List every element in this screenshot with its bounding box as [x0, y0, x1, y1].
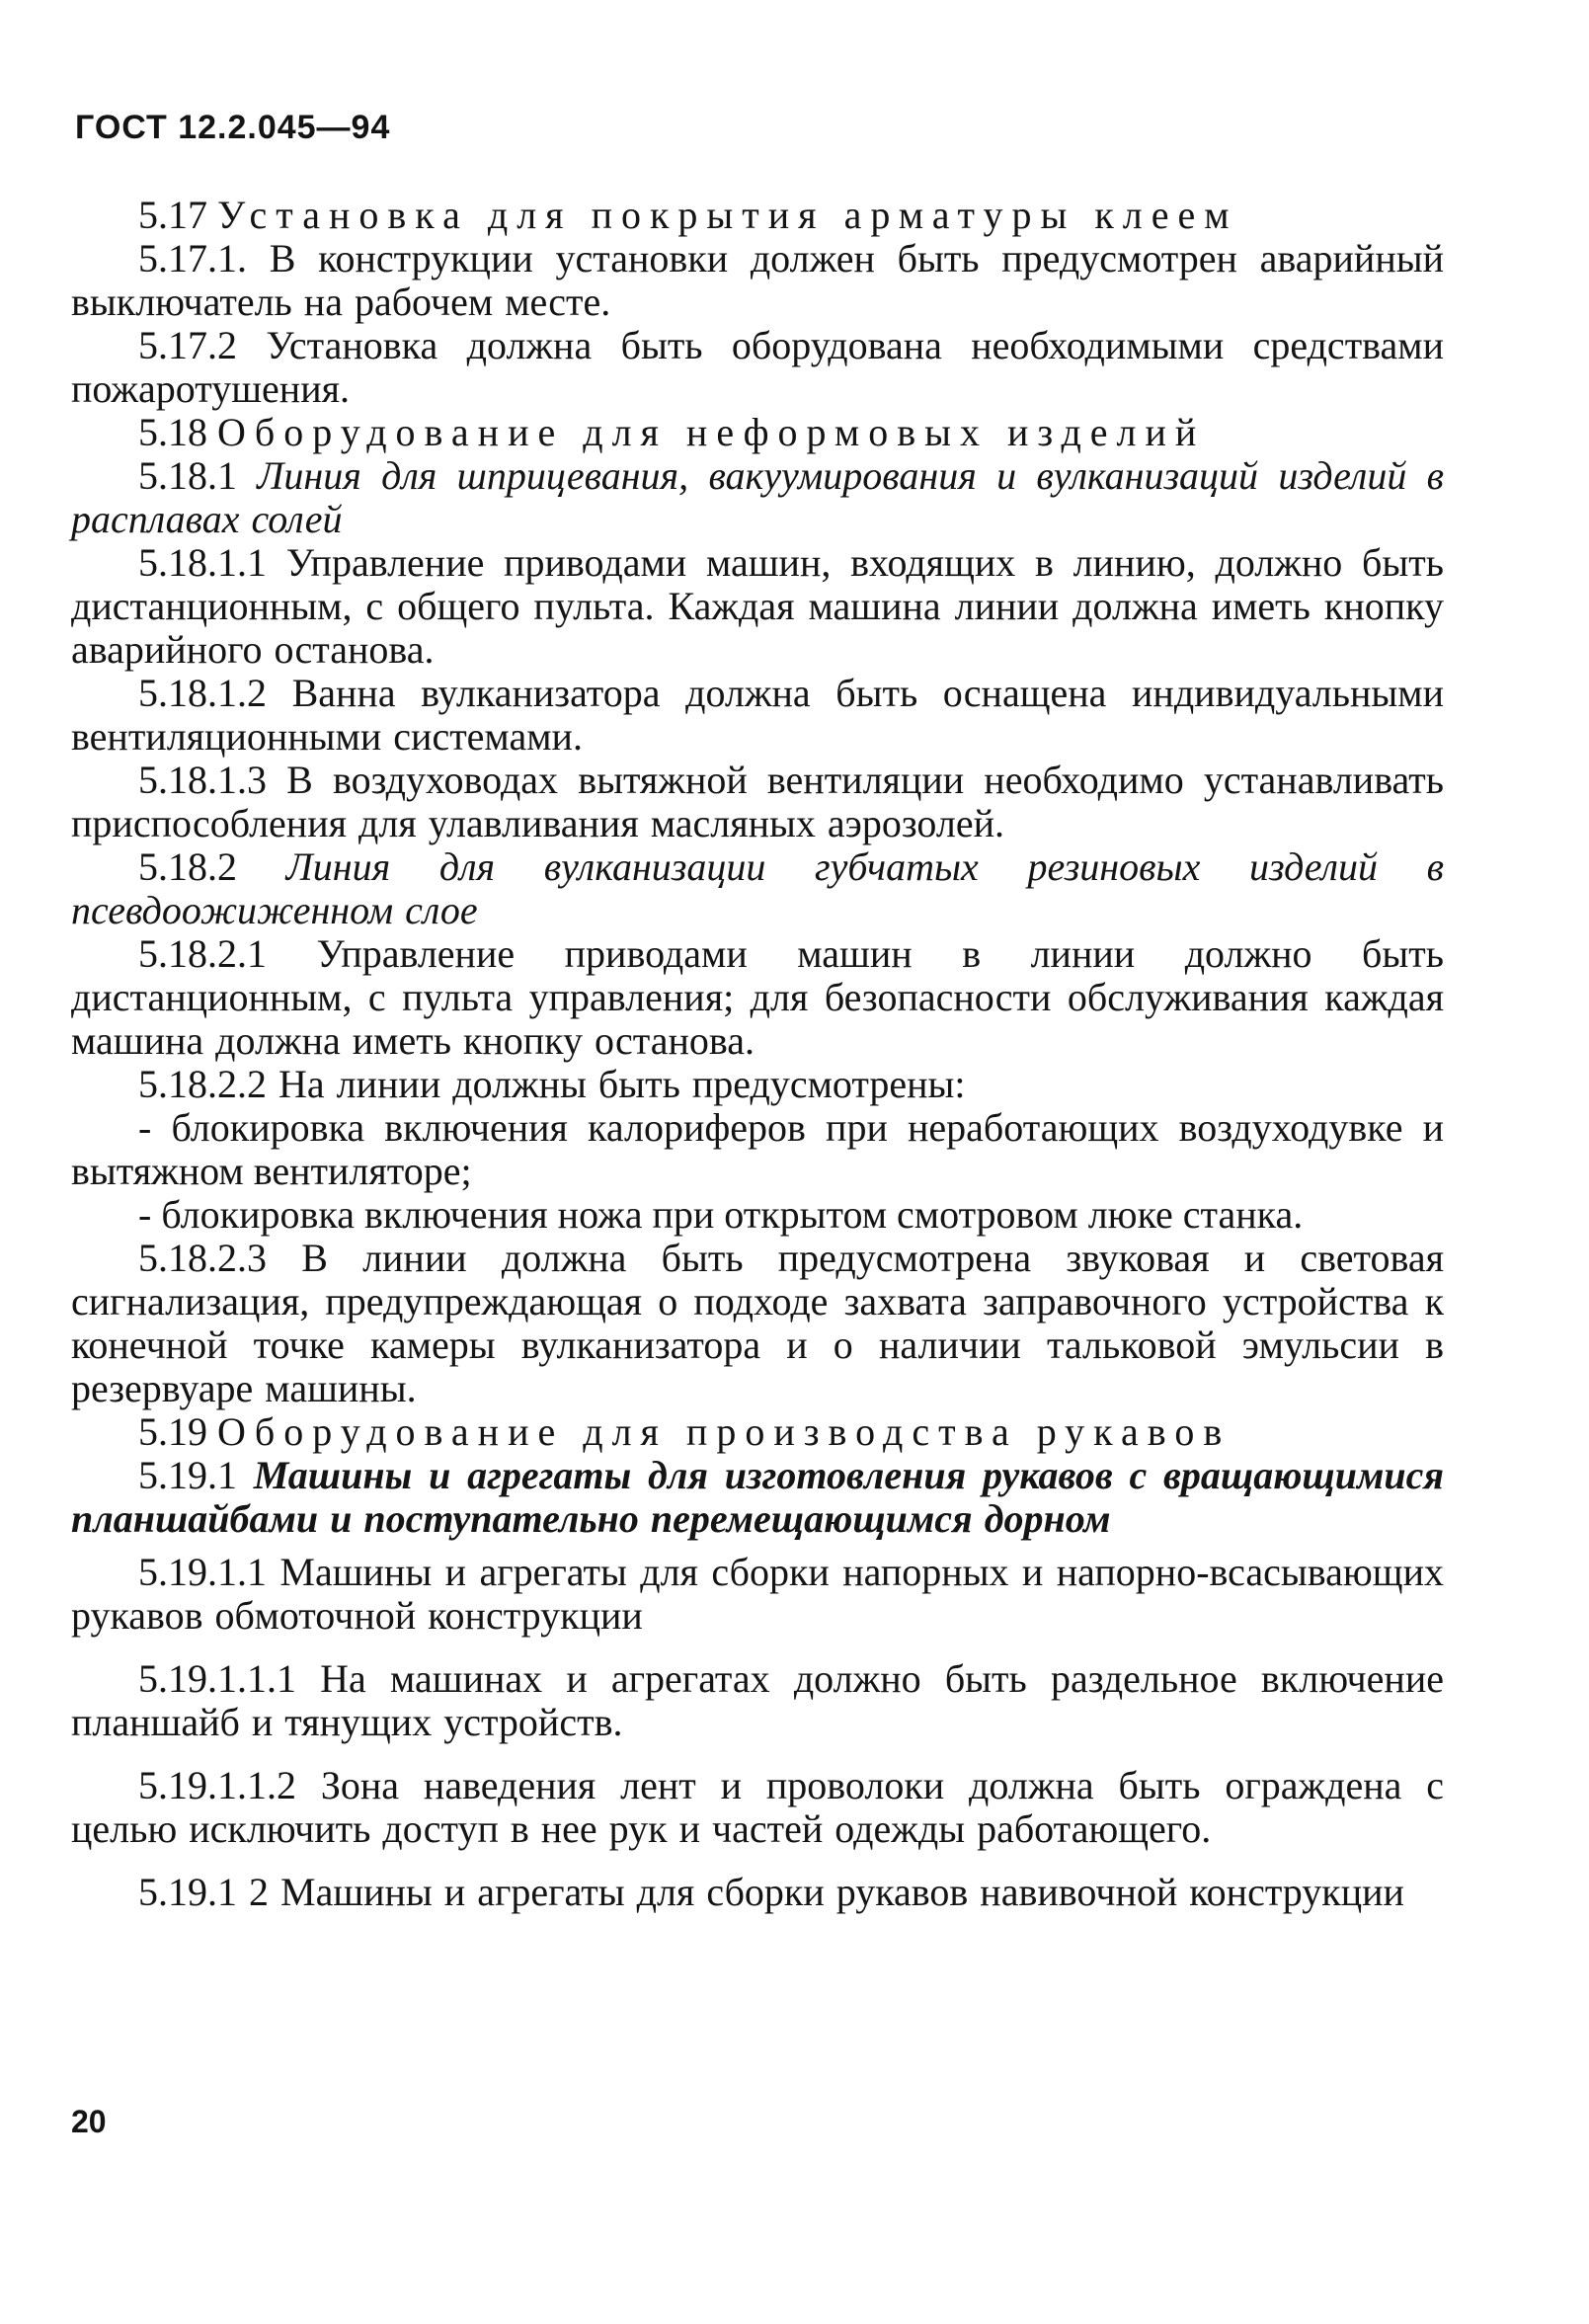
paragraph-5-17-2: 5.17.2 Установка должна быть оборудована необходимыми средствами пожаротушения.	[71, 323, 1444, 411]
section-title: Установка для покрытия арматуры клеем	[217, 194, 1238, 237]
document-header: ГОСТ 12.2.045—94	[75, 109, 391, 146]
section-title: Оборудование для неформовых изделий	[217, 411, 1206, 454]
section-title: Линия для вулканизации губчатых резиновых изделий в псевдоожиженном слое	[71, 844, 1445, 932]
section-number: 5.18.1	[138, 453, 237, 498]
paragraph-5-18-2-2: 5.18.2.2 На линии должны быть предусмотрены:	[138, 1062, 966, 1106]
section-heading-5-19	[71, 1410, 1444, 1454]
document-body	[71, 194, 1444, 1914]
subsection-heading-5-19-1	[71, 1454, 1444, 1541]
section-number: 5.17	[138, 194, 207, 237]
section-title: Машины и агрегаты для изготовления рукавов с вращающимися планшайбами и поступательно перемещающимся дорном	[71, 1453, 1444, 1541]
paragraph-5-19-1-2: 5.19.1 2 Машины и агрегаты для сборки рукавов навивочной конструкции	[138, 1870, 1404, 1914]
paragraph-5-19-1-1-2: 5.19.1.1.2 Зона наведения лент и проволоки должна быть ограждена с целью исключить доступ в нее рук и частей одежды работающего.	[71, 1763, 1444, 1851]
section-heading-5-18	[71, 411, 1444, 454]
section-number: 5.18	[138, 411, 207, 454]
page-number: 20	[71, 2104, 107, 2139]
section-title: Оборудование для производства рукавов	[217, 1410, 1231, 1454]
paragraph-5-18-1-3: 5.18.1.3 В воздуховодах вытяжной вентиляции необходимо устанавливать приспособления для улавливания масляных аэрозолей.	[71, 758, 1444, 845]
section-number: 5.19.1	[138, 1453, 237, 1497]
document-page	[71, 0, 1444, 2324]
paragraph-5-19-1-1-1: 5.19.1.1.1 На машинах и агрегатах должно быть раздельное включение планшайб и тянущих устройств.	[71, 1656, 1444, 1744]
paragraph-5-19-1-1: 5.19.1.1 Машины и агрегаты для сборки напорных и напорно-всасывающих рукавов обмоточной конструкции	[71, 1550, 1444, 1638]
section-heading-5-17	[71, 194, 1444, 237]
paragraph-5-18-2-3: 5.18.2.3 В линии должна быть предусмотрена звуковая и световая сигнализация, предупреждающая о подходе захвата заправочного устройства к конечной точке камеры вулканизатора и о наличии тальковой эмульсии в резервуаре машины.	[71, 1236, 1444, 1410]
section-number: 5.19	[138, 1410, 207, 1454]
list-item: - блокировка включения ножа при открытом смотровом люке станка.	[138, 1192, 1304, 1237]
paragraph-5-17-1: 5.17.1. В конструкции установки должен быть предусмотрен аварийный выключатель на рабочем месте.	[71, 236, 1444, 324]
subsection-heading-5-18-2	[71, 845, 1444, 932]
section-title: Линия для шприцевания, вакуумирования и вулканизаций изделий в расплавах солей	[71, 453, 1444, 541]
paragraph-5-18-1-1: 5.18.1.1 Управление приводами машин, входящих в линию, должно быть дистанционным, с общего пульта. Каждая машина линии должна иметь кнопку аварийного останова.	[71, 540, 1444, 672]
paragraph-5-18-1-2: 5.18.1.2 Ванна вулканизатора должна быть оснащена индивидуальными вентиляционными системами.	[71, 671, 1444, 759]
list-item: - блокировка включения калориферов при неработающих воздуходувке и вытяжном вентиляторе;	[71, 1105, 1444, 1193]
paragraph-5-18-2-1: 5.18.2.1 Управление приводами машин в линии должно быть дистанционным, с пульта управления; для безопасности обслуживания каждая машина должна иметь кнопку останова.	[71, 931, 1444, 1063]
section-number: 5.18.2	[138, 844, 237, 889]
subsection-heading-5-18-1	[71, 454, 1444, 541]
